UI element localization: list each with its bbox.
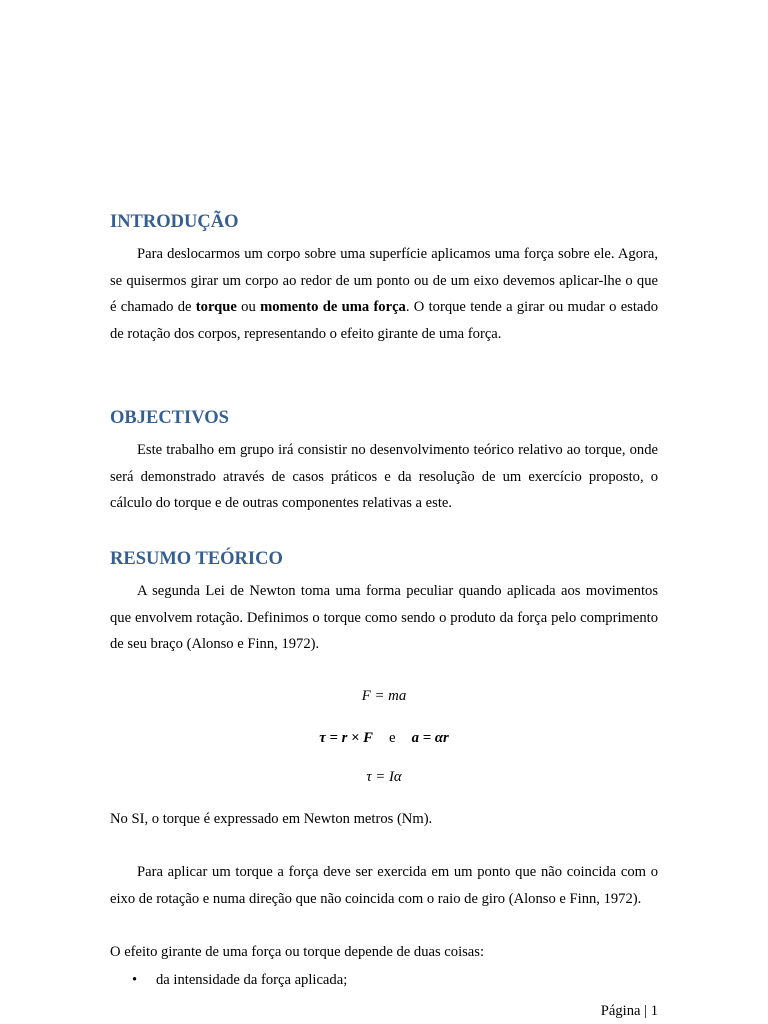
paragraph-objectivos: Este trabalho em grupo irá consistir no desenvolvimento teórico relativo ao torque, onde será demonstrado através de casos práticos e da resolução de um exercício proposto, o cálculo do torque e de outras componentes relativas a este.	[110, 442, 658, 511]
equation-inertia: τ = Iα	[366, 769, 402, 785]
intro-text-b: ou	[236, 299, 261, 315]
heading-resumo-teorico: RESUMO TEÓRICO	[110, 549, 283, 569]
term-momento: momento de uma força	[260, 299, 406, 315]
paragraph-resumo-3: O efeito girante de uma força ou torque depende de duas coisas:	[110, 944, 485, 960]
term-torque: torque	[195, 299, 237, 315]
equation-angular-accel: a = αr	[411, 730, 449, 746]
page-number: Página | 1	[600, 1003, 658, 1019]
paragraph-resumo-1: A segunda Lei de Newton toma uma forma peculiar quando aplicada aos movimentos que envolvem rotação. Definimos o torque como sendo o produto da força pelo comprimento de seu braço (Alonso e Finn, 1972).	[110, 583, 658, 652]
list-item	[110, 967, 658, 993]
paragraph-introducao	[110, 241, 658, 347]
intro-text-c: . O torque tende a girar ou mudar o estado de rotação dos corpos, representando o efeito girante de uma força.	[110, 299, 658, 342]
equation-torque: τ = r × F	[319, 730, 374, 746]
paragraph-resumo-2: Para aplicar um torque a força deve ser exercida em um ponto que não coincida com o eixo de rotação e numa direção que não coincida com o raio de giro (Alonso e Finn, 1972).	[110, 864, 658, 907]
equation-torque-row	[0, 730, 768, 747]
intro-text-a: Para deslocarmos um corpo sobre uma superfície aplicamos uma força sobre ele. Agora, se quisermos girar um corpo ao redor de um ponto ou de um eixo devemos aplicar-lhe o que é chamado de	[110, 246, 658, 315]
heading-objectivos: OBJECTIVOS	[110, 408, 229, 428]
paragraph-si-note: No SI, o torque é expressado em Newton metros (Nm).	[110, 811, 433, 827]
list-item-text: da intensidade da força aplicada;	[156, 972, 348, 988]
bullet-icon: •	[132, 972, 138, 988]
equation-newton: F = ma	[361, 688, 407, 704]
equation-separator: e	[389, 730, 396, 746]
heading-introducao: INTRODUÇÃO	[110, 212, 239, 232]
bullet-list	[110, 967, 658, 993]
